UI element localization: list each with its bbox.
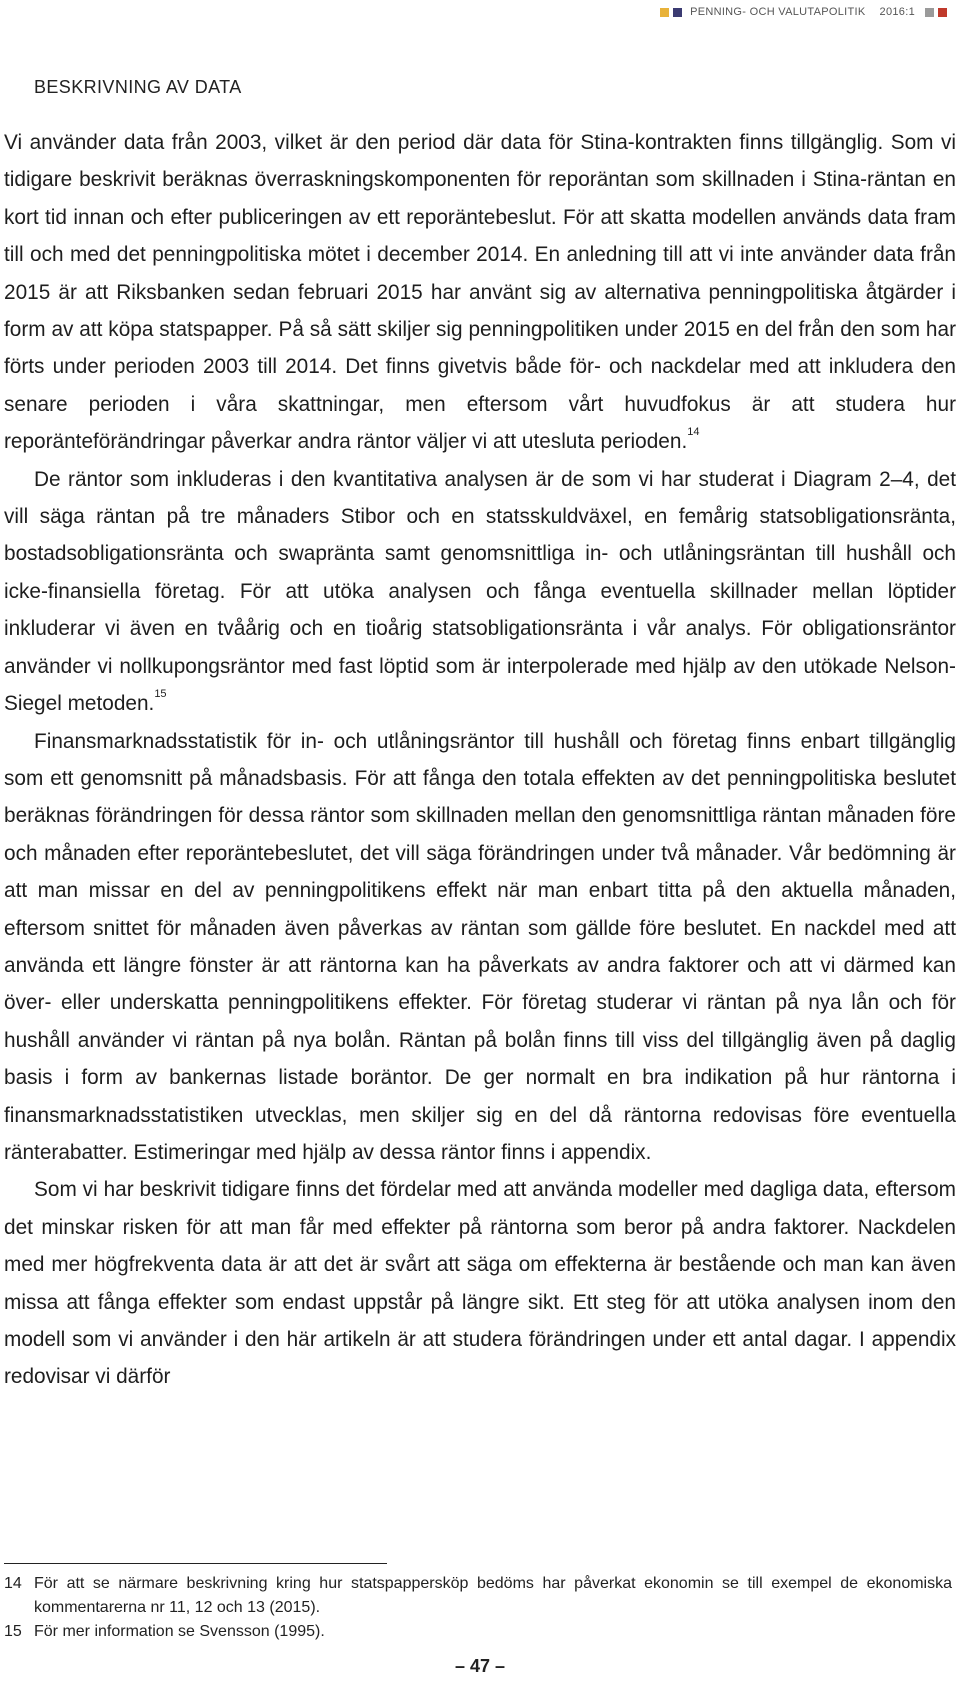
footnote-divider [4, 1563, 387, 1564]
paragraph-1 [4, 124, 956, 461]
paragraph-text: Vi använder data från 2003, vilket är den period där data för Stina-kontrakten finns tillgänglig. Som vi tidigare beskrivit beräknas överraskningskomponenten för reporäntan som skillnaden i Stina-räntan en kort tid innan och efter publiceringen av ett reporäntebeslut. För att skatta modellen används data fram till och med det penningpolitiska mötet i december 2014. En anledning till att vi inte använder data från 2015 är att Riksbanken sedan februari 2015 har använt sig av alternativa penningpolitiska åtgärder i form av att köpa statspapper. På så sätt skiljer sig penningpolitiken under 2015 en del från den som har förts under perioden 2003 till 2014. Det finns givetvis både för- och nackdelar med att inkludera den senare perioden i våra skattningar, men eftersom vårt huvudfokus är att studera hur reporänteförändringar påverkar andra räntor väljer vi att utesluta perioden. [4, 131, 956, 454]
paragraph-4 [4, 1171, 956, 1395]
running-header [660, 4, 947, 20]
footnote-ref[interactable]: 15 [154, 688, 167, 701]
header-square-yellow [660, 8, 669, 17]
footnote-15 [4, 1620, 952, 1644]
footnotes [4, 1572, 952, 1644]
footnote-ref[interactable]: 14 [687, 426, 700, 439]
header-square-navy [673, 8, 682, 17]
paragraph-3 [4, 723, 956, 1172]
header-label: PENNING- OCH VALUTAPOLITIK [690, 6, 866, 18]
paragraph-text: Som vi har beskrivit tidigare finns det fördelar med att använda modeller med dagliga data, eftersom det minskar risken för att man får med effekter på räntorna som beror på andra faktorer. Nackdelen med mer högfrekventa data är att det är svårt att säga om effekterna är bestående och man kan även missa att fånga effekter som endast uppstår på längre sikt. Ett steg för att utöka analysen inom den modell som vi använder i den här artikeln är att studera förändringen under ett antal dagar. I appendix redovisar vi därför [4, 1178, 956, 1389]
paragraph-2 [4, 461, 956, 723]
footnote-14 [4, 1572, 952, 1620]
header-square-grey [925, 8, 934, 17]
footnote-number: 15 [4, 1623, 22, 1640]
footnote-text: För mer information se Svensson (1995). [34, 1623, 325, 1640]
header-square-red [938, 8, 947, 17]
section-title: BESKRIVNING AV DATA [34, 77, 242, 97]
footnote-number: 14 [4, 1575, 22, 1592]
paragraph-text: Finansmarknadsstatistik för in- och utlåningsräntor till hushåll och företag finns enbart tillgänglig som ett genomsnitt på månadsbasis. För att fånga den totala effekten av det penningpolitiska beslutet beräknas förändringen för dessa räntor som skillnaden mellan den genomsnittliga räntan månaden före och månaden efter reporäntebeslutet, det vill säga förändringen under två månader. Vår bedömning är att man missar en del av penningpolitikens effekt när man enbart titta på den aktuella månaden, eftersom snittet för månaden även påverkas av räntan som gällde före beslutet. En nackdel med att använda ett längre fönster är att räntorna kan ha påverkats av andra faktorer och att vi därmed kan över- eller underskatta penningpolitikens effekter. För företag studerar vi räntan på nya lån och för hushåll använder vi räntan på nya bolån. Räntan på bolån finns till viss del tillgänglig även på daglig basis i form av bankernas listade boräntor. De ger normalt en bra indikation på hur räntorna i finansmarknadsstatistiken utvecklas, men skiljer sig en del då räntorna redovisas före eventuella ränterabatter. Estimeringar med hjälp av dessa räntor finns i appendix. [4, 729, 956, 1164]
paragraph-text: De räntor som inkluderas i den kvantitativa analysen är de som vi har studerat i Diagram 2–4, det vill säga räntan på tre månaders Stibor och en statsskuldväxel, en femårig statsobligationsränta, bostadsobligationsränta och swapränta samt genomsnittliga in- och utlåningsräntan till hushåll och icke-finansiella företag. För att utöka analysen och fånga eventuella skillnader mellan löptider inkluderar vi även en tvåårig och en tioårig statsobligationsränta i vår analys. För obligationsräntor använder vi nollkupongsräntor med fast löptid som är interpolerade med hjälp av den utökade Nelson-Siegel metoden. [4, 467, 956, 716]
body-text [4, 124, 956, 1396]
page-number: – 47 – [454, 1656, 506, 1676]
header-issue: 2016:1 [879, 6, 915, 18]
footnote-text: För att se närmare beskrivning kring hur statspappersköp bedöms har påverkat ekonomin se till exempel de ekonomiska kommentarerna nr 11, 12 och 13 (2015). [34, 1575, 952, 1616]
